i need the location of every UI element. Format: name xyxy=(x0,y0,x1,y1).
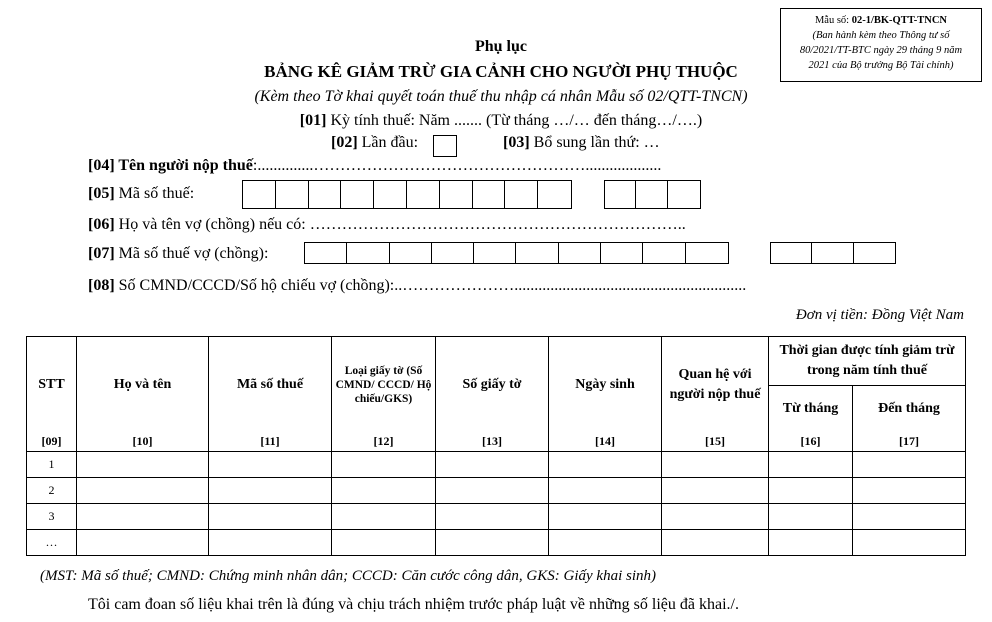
column-code: [11] xyxy=(209,433,332,452)
form-issuance-line-3: 2021 của Bộ trưởng Bộ Tài chính) xyxy=(808,60,954,71)
cell-doc-type[interactable] xyxy=(332,477,436,503)
spouse-id-field[interactable] xyxy=(88,277,746,295)
cell-relationship[interactable] xyxy=(662,451,769,477)
table-row xyxy=(27,529,966,555)
first-time-label: Lần đầu: xyxy=(357,134,419,151)
taxpayer-name-field[interactable] xyxy=(88,157,661,175)
table-row xyxy=(27,477,966,503)
cell-name[interactable] xyxy=(77,503,209,529)
header-name: Họ và tên xyxy=(77,337,209,433)
cell-doc-type[interactable] xyxy=(332,503,436,529)
spouse-name-label: Họ và tên vợ (chồng) nếu có: …………………………………………………………….. xyxy=(114,216,686,233)
cell-tax-code[interactable] xyxy=(209,451,332,477)
cell-to-month[interactable] xyxy=(853,529,966,555)
spouse-tax-code-cells-branch[interactable] xyxy=(770,242,896,264)
spouse-id-label: Số CMND/CCCD/Số hộ chiếu vợ (chồng):..………………….......................................................... xyxy=(114,277,747,294)
field-code-02: [02] xyxy=(331,134,358,151)
table-row xyxy=(27,451,966,477)
first-time-field xyxy=(331,134,418,152)
cell-doc-type[interactable] xyxy=(332,529,436,555)
row-number: 1 xyxy=(27,451,77,477)
column-code: [13] xyxy=(436,433,549,452)
abbreviation-footnote: (MST: Mã số thuế; CMND: Chứng minh nhân dân; CCCD: Căn cước công dân, GKS: Giấy khai sinh) xyxy=(40,568,656,584)
cell-from-month[interactable] xyxy=(769,477,853,503)
commitment-statement: Tôi cam đoan số liệu khai trên là đúng và chịu trách nhiệm trước pháp luật về những số liệu đã khai./. xyxy=(88,596,739,613)
header-birth-date: Ngày sinh xyxy=(549,337,662,433)
header-tax-code: Mã số thuế xyxy=(209,337,332,433)
cell-to-month[interactable] xyxy=(853,451,966,477)
header-to-month: Đến tháng xyxy=(853,386,966,433)
supplement-label: Bổ sung lần thứ: … xyxy=(529,134,660,151)
column-code: [17] xyxy=(853,433,966,452)
form-code: 02-1/BK-QTT-TNCN xyxy=(851,15,948,26)
cell-birth-date[interactable] xyxy=(549,477,662,503)
tax-period-label: Kỳ tính thuế: Năm ....... (Từ tháng …/… đến tháng…/….) xyxy=(326,112,703,129)
cell-doc-number[interactable] xyxy=(436,451,549,477)
cell-name[interactable] xyxy=(77,529,209,555)
spouse-name-field[interactable] xyxy=(88,216,686,234)
column-code: [10] xyxy=(77,433,209,452)
column-code: [14] xyxy=(549,433,662,452)
form-issuance-line-1: (Ban hành kèm theo Thông tư số xyxy=(812,30,950,41)
field-code-04: [04] xyxy=(88,157,115,174)
header-relationship: Quan hệ với người nộp thuế xyxy=(662,337,769,433)
cell-name[interactable] xyxy=(77,477,209,503)
cell-relationship[interactable] xyxy=(662,477,769,503)
taxpayer-name-label: Tên người nộp thuế xyxy=(114,157,253,174)
cell-to-month[interactable] xyxy=(853,477,966,503)
taxpayer-name-dots: :..............……………………………………………................... xyxy=(252,157,662,174)
cell-relationship[interactable] xyxy=(662,529,769,555)
header-doc-number: Số giấy tờ xyxy=(436,337,549,433)
field-code-08: [08] xyxy=(88,277,115,294)
cell-doc-number[interactable] xyxy=(436,477,549,503)
row-number: 2 xyxy=(27,477,77,503)
table-row xyxy=(27,503,966,529)
tax-code-cells-main[interactable] xyxy=(242,180,572,209)
header-from-month: Từ tháng xyxy=(769,386,853,433)
spouse-tax-code-field xyxy=(88,245,268,263)
appendix-heading: Phụ lục xyxy=(474,38,527,55)
cell-from-month[interactable] xyxy=(769,451,853,477)
cell-tax-code[interactable] xyxy=(209,503,332,529)
field-code-06: [06] xyxy=(88,216,115,233)
cell-doc-type[interactable] xyxy=(332,451,436,477)
field-code-07: [07] xyxy=(88,245,115,262)
form-issuance-line-2: 80/2021/TT-BTC ngày 29 tháng 9 năm xyxy=(799,45,963,56)
cell-tax-code[interactable] xyxy=(209,477,332,503)
cell-tax-code[interactable] xyxy=(209,529,332,555)
dependents-table xyxy=(26,336,966,556)
cell-doc-number[interactable] xyxy=(436,503,549,529)
column-code: [15] xyxy=(662,433,769,452)
cell-doc-number[interactable] xyxy=(436,529,549,555)
spouse-tax-code-cells-main[interactable] xyxy=(304,242,729,264)
row-number: 3 xyxy=(27,503,77,529)
page-subtitle: (Kèm theo Tờ khai quyết toán thuế thu nhập cá nhân Mẫu số 02/QTT-TNCN) xyxy=(254,88,748,105)
tax-period-field xyxy=(0,112,992,130)
cell-birth-date[interactable] xyxy=(549,451,662,477)
field-code-03: [03] xyxy=(503,134,530,151)
cell-from-month[interactable] xyxy=(769,529,853,555)
currency-unit: Đơn vị tiền: Đồng Việt Nam xyxy=(795,307,964,323)
cell-name[interactable] xyxy=(77,451,209,477)
cell-to-month[interactable] xyxy=(853,503,966,529)
page-title: BẢNG KÊ GIẢM TRỪ GIA CẢNH CHO NGƯỜI PHỤ THUỘC xyxy=(264,62,738,81)
column-code: [16] xyxy=(769,433,853,452)
field-code-05: [05] xyxy=(88,185,115,202)
cell-relationship[interactable] xyxy=(662,503,769,529)
cell-from-month[interactable] xyxy=(769,503,853,529)
tax-code-label: Mã số thuế: xyxy=(114,185,195,202)
header-doc-type: Loại giấy tờ (Số CMND/ CCCD/ Hộ chiếu/GKS) xyxy=(332,337,436,433)
header-deduction-period: Thời gian được tính giảm trừ trong năm tính thuế xyxy=(769,337,966,386)
form-code-prefix: Mẫu số: xyxy=(814,15,852,26)
tax-code-cells-branch[interactable] xyxy=(604,180,701,209)
tax-code-field xyxy=(88,185,194,203)
spouse-tax-code-label: Mã số thuế vợ (chồng): xyxy=(114,245,269,262)
column-code: [12] xyxy=(332,433,436,452)
cell-birth-date[interactable] xyxy=(549,529,662,555)
column-code: [09] xyxy=(27,433,77,452)
header-stt: STT xyxy=(27,337,77,433)
row-number: … xyxy=(27,529,77,555)
field-code-01: [01] xyxy=(299,112,327,129)
supplement-field xyxy=(503,134,660,152)
first-time-checkbox[interactable] xyxy=(433,135,457,157)
cell-birth-date[interactable] xyxy=(549,503,662,529)
